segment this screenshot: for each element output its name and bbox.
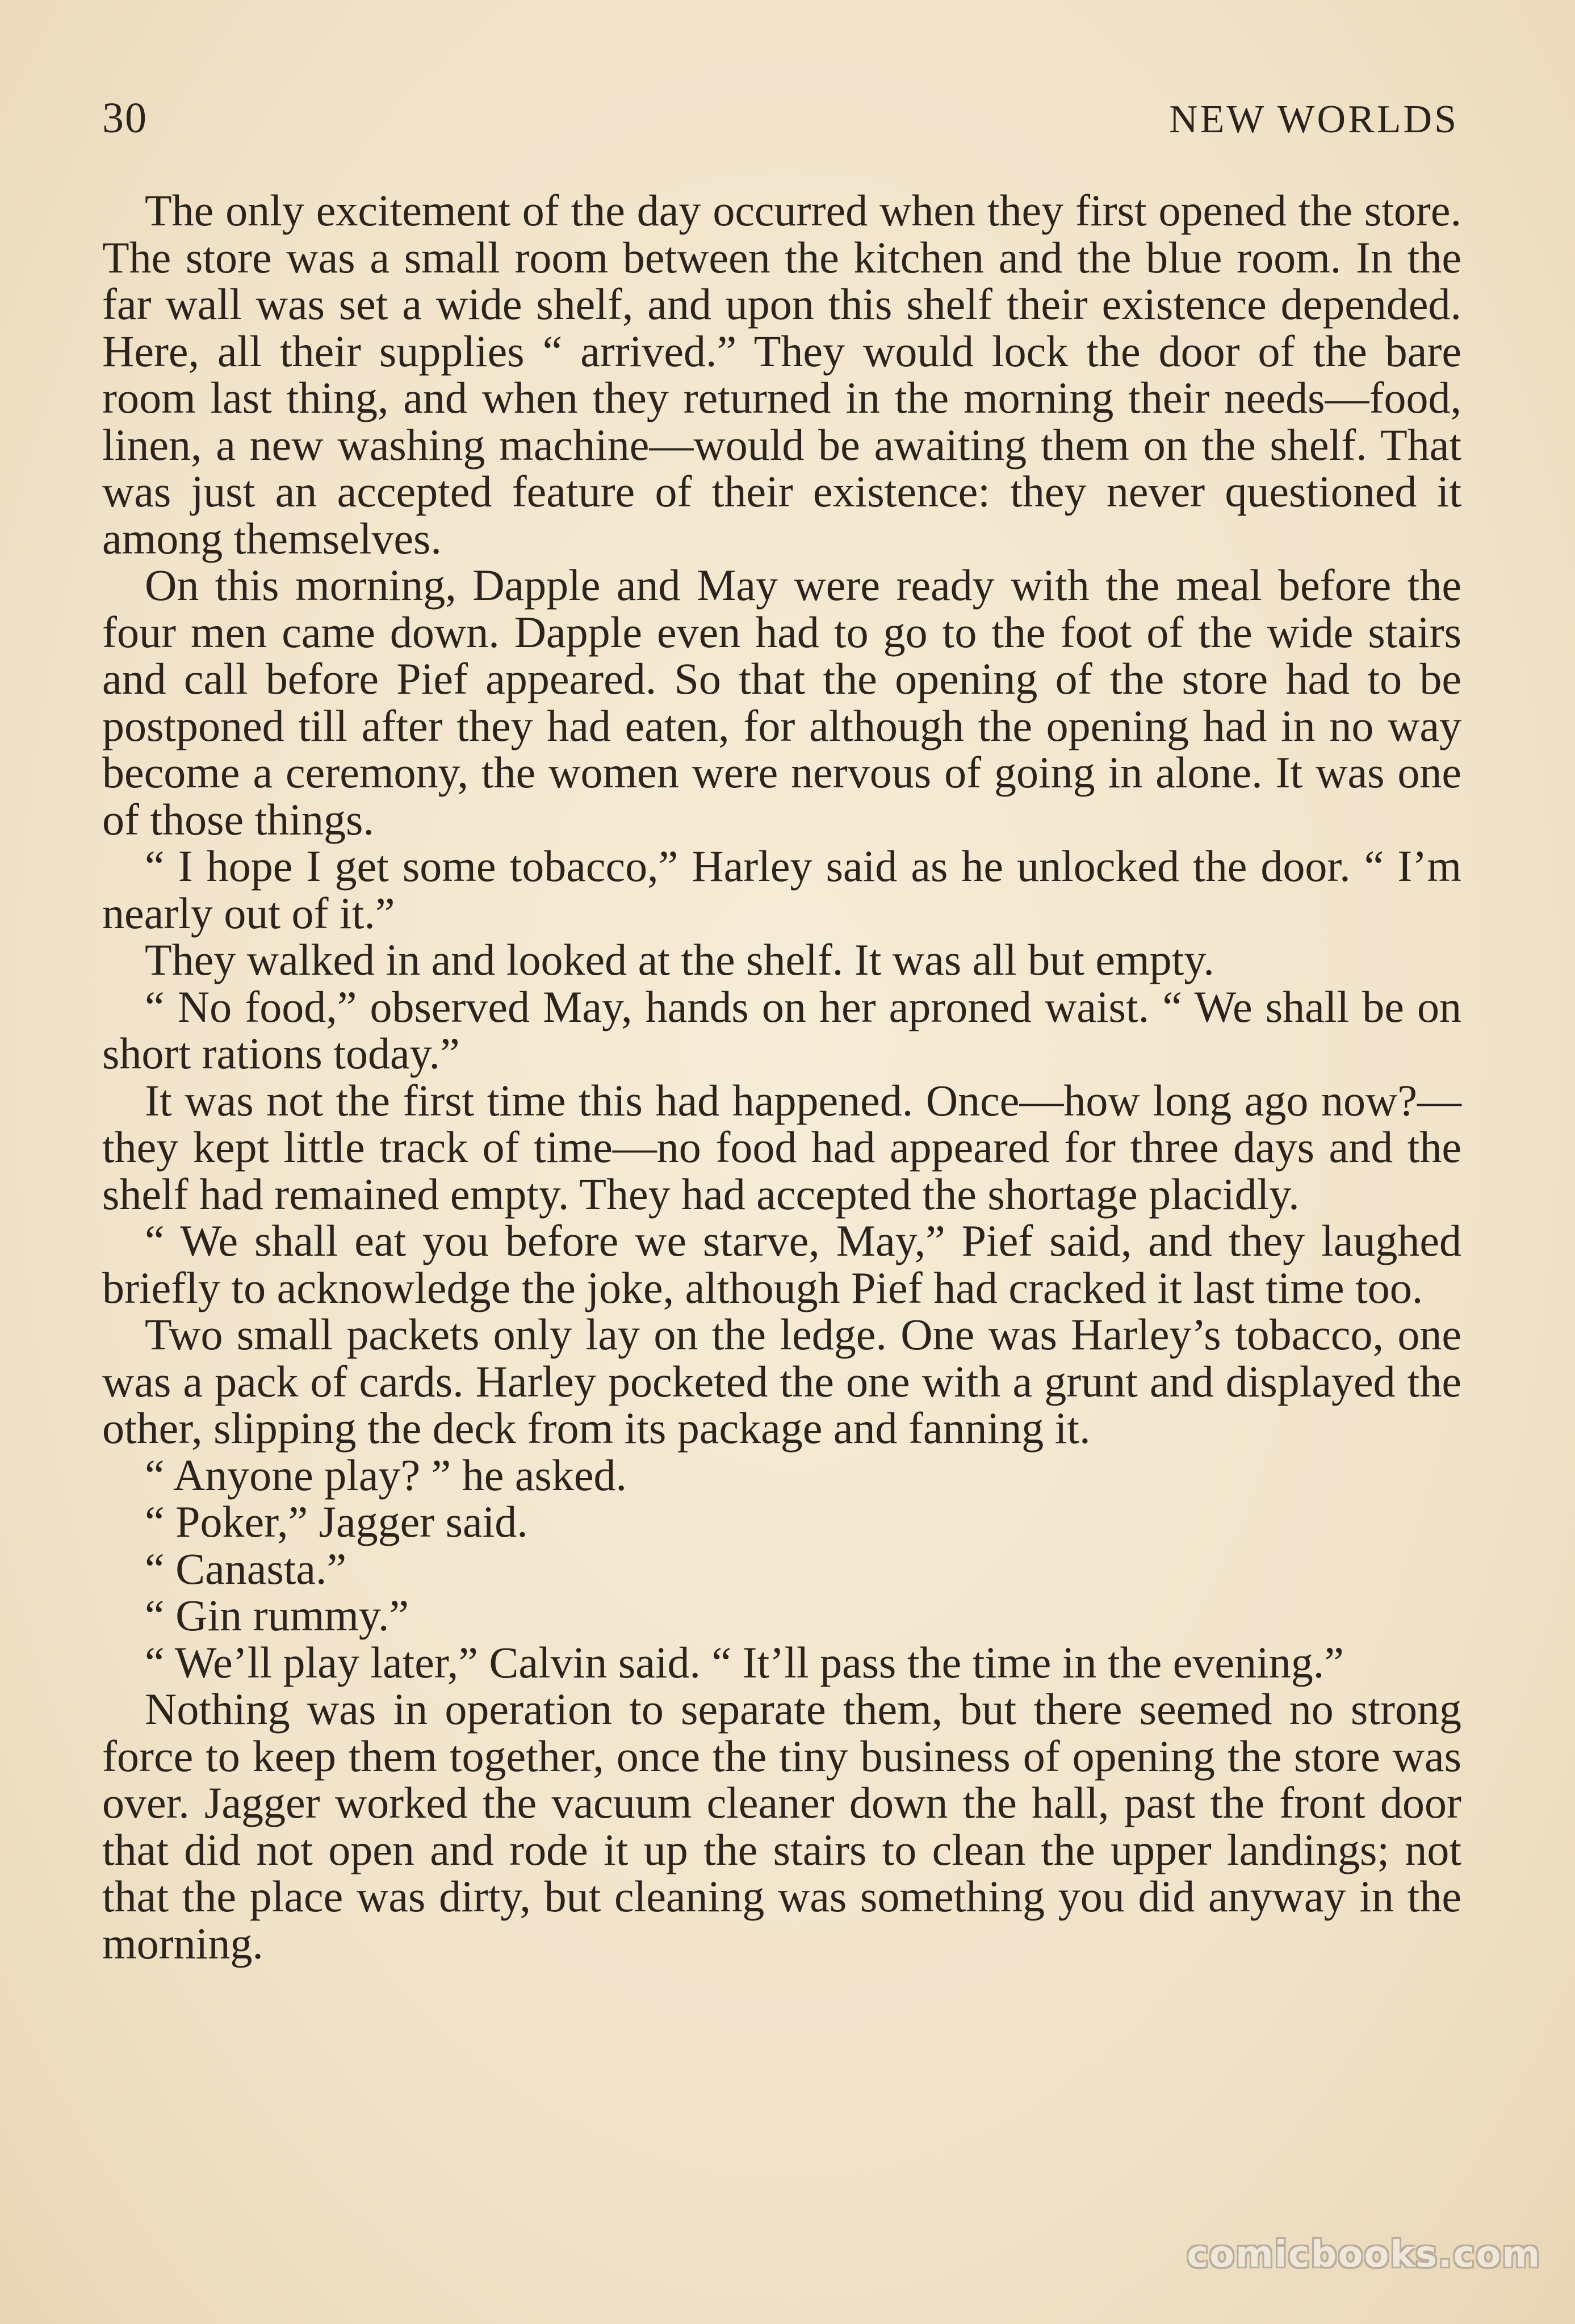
body-text xyxy=(102,187,1461,1967)
paragraph: “ Poker,” Jagger said. xyxy=(145,1497,528,1546)
page-number: 30 xyxy=(102,94,148,142)
paragraph: “ Anyone play? ” he asked. xyxy=(145,1450,627,1500)
paragraph: They walked in and looked at the shelf. It was all but empty. xyxy=(145,935,1214,984)
paragraph: “ We shall eat you before we starve, May,” Pief said, and they laughed briefly to acknowledge the joke, although Pief had cracked it last time too. xyxy=(102,1216,1461,1312)
paragraph: Nothing was in operation to separate them, but there seemed no strong force to keep them together, once the tiny business of opening the store was over. Jagger worked the vacuum cleaner down the hall, past the front door that did not open and rode it up the stairs to clean the upper landings; not that the place was dirty, but cleaning was something you did anyway in the morning. xyxy=(102,1684,1461,1968)
paragraph: “ I hope I get some tobacco,” Harley said as he unlocked the door. “ I’m nearly out of it.” xyxy=(102,841,1461,938)
running-head xyxy=(102,94,1459,143)
paragraph: The only excitement of the day occurred when they first opened the store. The store was a small room between the kitchen and the blue room. In the far wall was set a wide shelf, and upon this shelf their existence depended. Here, all their supplies “ arrived.” They would lock the door of the bare room last thing, and when they returned in the morning their needs—food, linen, a new washing machine—would be awaiting them on the shelf. That was just an accepted feature of their existence: they never questioned it among themselves. xyxy=(102,186,1461,563)
paragraph: On this morning, Dapple and May were ready with the meal before the four men came down. Dapple even had to go to the foot of the wide stairs and call before Pief appeared. So that the opening of the store had to be postponed till after they had eaten, for although the opening had in no way become a ceremony, the women were nervous of going in alone. It was one of those things. xyxy=(102,560,1461,844)
paragraph: It was not the first time this had happened. Once—how long ago now?—they kept little track of time—no food had appeared for three days and the shelf had remained empty. They had accepted the shortage placidly. xyxy=(102,1075,1461,1219)
paragraph: “ No food,” observed May, hands on her aproned waist. “ We shall be on short rations today.” xyxy=(102,981,1461,1078)
paragraph: Two small packets only lay on the ledge. One was Harley’s tobacco, one was a pack of cards. Harley pocketed the one with a grunt and displayed the other, slipping the deck from its package and fanning it. xyxy=(102,1310,1461,1453)
journal-title: NEW WORLDS xyxy=(1169,98,1459,141)
paragraph: “ Canasta.” xyxy=(145,1543,347,1593)
paragraph: “ Gin rummy.” xyxy=(145,1591,409,1640)
source-watermark: comicbooks.com xyxy=(1187,2234,1541,2276)
paragraph: “ We’ll play later,” Calvin said. “ It’ll pass the time in the evening.” xyxy=(145,1637,1344,1687)
